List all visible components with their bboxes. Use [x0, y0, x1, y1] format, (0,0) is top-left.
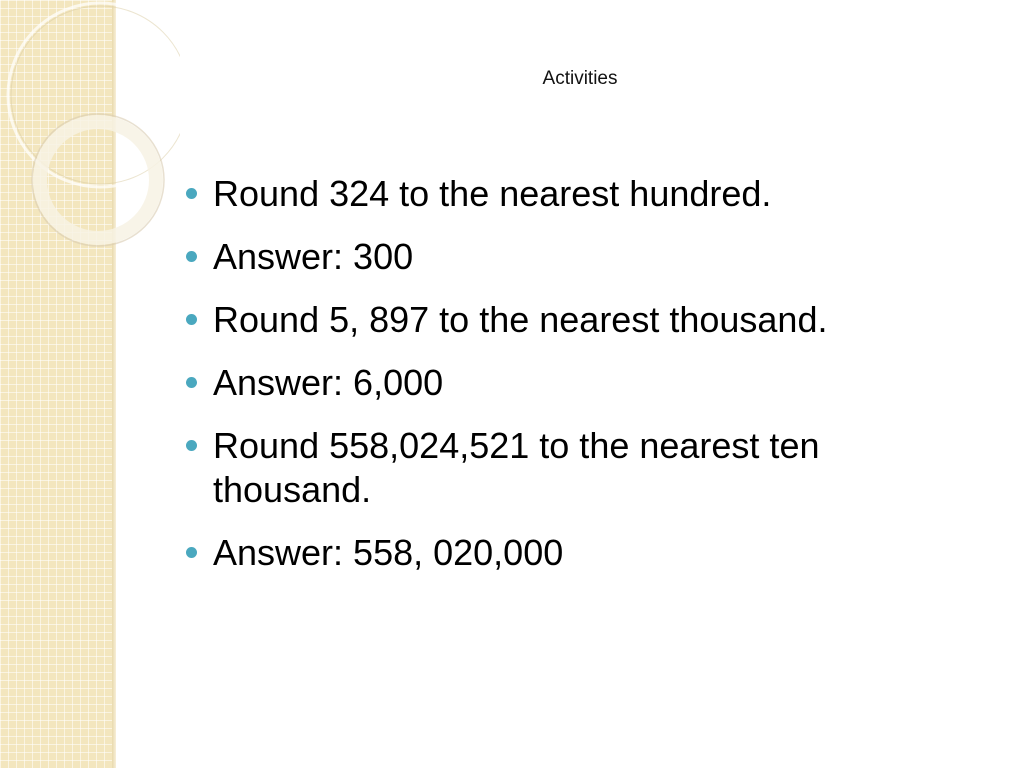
bullet-text: Answer: 6,000 — [213, 362, 444, 403]
side-band-edge — [112, 0, 116, 768]
bullet-dot-icon — [186, 440, 197, 451]
bullet-dot-icon — [186, 188, 197, 199]
bullet-dot-icon — [186, 251, 197, 262]
bullet-item — [186, 172, 956, 216]
bullet-item — [186, 531, 956, 575]
slide-title: Activities — [542, 68, 618, 89]
bullet-dot-icon — [186, 314, 197, 325]
bullet-text: Round 324 to the nearest hundred. — [213, 173, 772, 214]
bullet-item — [186, 298, 956, 342]
bullet-item — [186, 235, 956, 279]
bullet-item — [186, 424, 956, 512]
bullet-text: Answer: 558, 020,000 — [213, 532, 564, 573]
decorative-side-band — [0, 0, 112, 768]
bullet-list — [186, 172, 956, 594]
bullet-dot-icon — [186, 547, 197, 558]
bullet-text: Round 5, 897 to the nearest thousand. — [213, 299, 828, 340]
bullet-text: Answer: 300 — [213, 236, 414, 277]
bullet-item — [186, 361, 956, 405]
bullet-text: Round 558,024,521 to the nearest ten thousand. — [213, 425, 820, 510]
bullet-dot-icon — [186, 377, 197, 388]
